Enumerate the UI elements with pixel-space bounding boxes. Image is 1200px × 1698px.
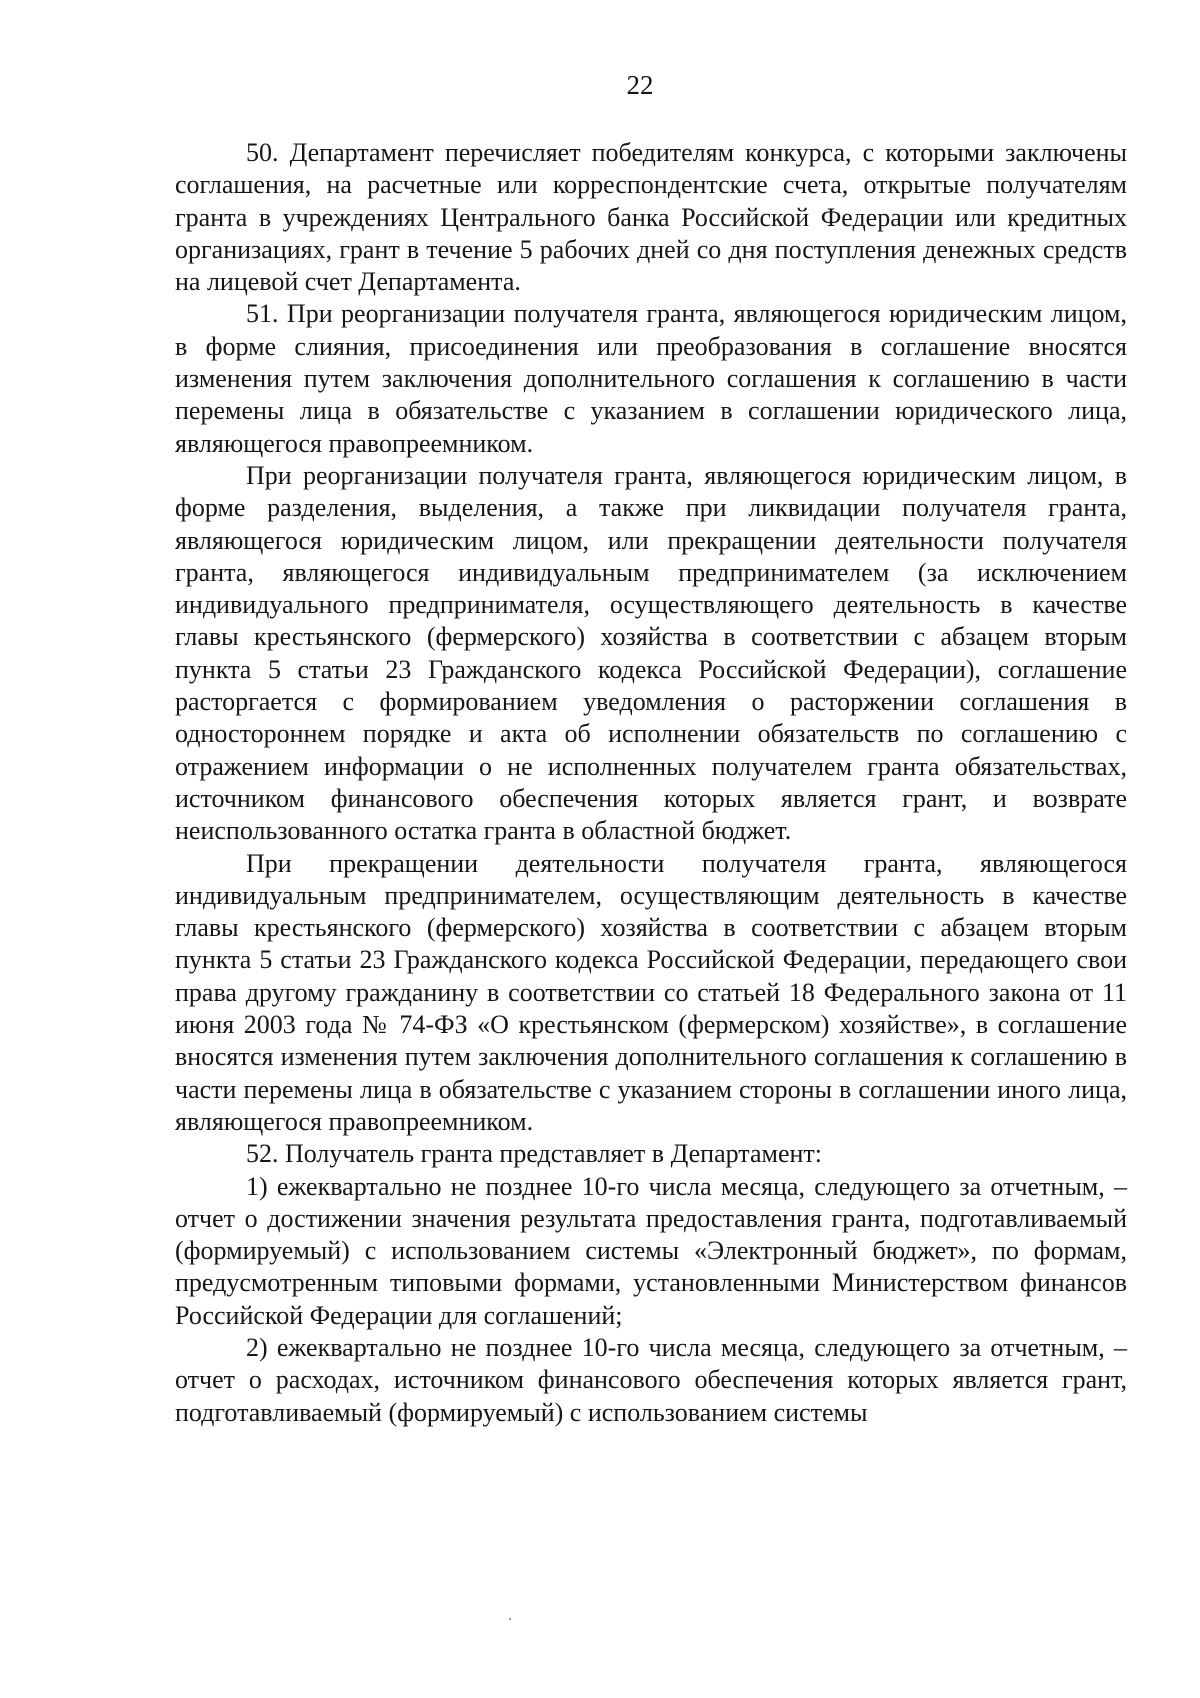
paragraph-52: 52. Получатель гранта представляет в Департамент: [246, 1139, 822, 1169]
paragraph-52-item-1: 1) ежеквартально не позднее 10-го числа месяца, следующего за отчетным, – отчет о достижении значения результата предоставления гранта, подготавливаемый (формируемый) с использованием системы «Электронный бюджет», по формам, предусмотренным типовыми формами, установленными Министерством финансов Российской Федерации для соглашений; [175, 1171, 1127, 1330]
paragraph-51-reorganization-termination: При реорганизации получателя гранта, являющегося юридическим лицом, в форме разделения, выделения, а также при ликвидации получателя гранта, являющегося юридическим лицом, или прекращении деятельности получателя гранта, являющегося индивидуальным предпринимателем (за исключением индивидуального предпринимателя, осуществляющего деятельность в качестве главы крестьянского (фермерского) хозяйства в соответствии с абзацем вторым пункта 5 статьи 23 Гражданского кодекса Российской Федерации), соглашение расторгается с формированием уведомления о расторжении соглашения в одностороннем порядке и акта об исполнении обязательств по соглашению с отражением информации о не исполненных получателем гранта обязательствах, источником финансового обеспечения которых является грант, и возврате неиспользованного остатка гранта в областной бюджет. [175, 460, 1127, 846]
paragraph-51-farm-head-transfer: При прекращении деятельности получателя гранта, являющегося индивидуальным предпринимателем, осуществляющим деятельность в качестве главы крестьянского (фермерского) хозяйства в соответствии с абзацем вторым пункта 5 статьи 23 Гражданского кодекса Российской Федерации, передающего свои права другому гражданину в соответствии со статьей 18 Федерального закона от 11 июня 2003 года № 74-ФЗ «О крестьянском (фермерском) хозяйстве», в соглашение вносятся изменения путем заключения дополнительного соглашения к соглашению в части перемены лица в обязательстве с указанием стороны в соглашении иного лица, являющегося правопреемником. [175, 848, 1127, 1136]
page-number: 22 [626, 70, 654, 100]
paragraph-50: 50. Департамент перечисляет победителям конкурса, с которыми заключены соглашения, на расчетные или корреспондентские счета, открытые получателям гранта в учреждениях Центрального банка Российской Федерации или кредитных организациях, грант в течение 5 рабочих дней со дня поступления денежных средств на лицевой счет Департамента. [175, 138, 1127, 297]
paragraph-51: 51. При реорганизации получателя гранта, являющегося юридическим лицом, в форме слияния, присоединения или преобразования в соглашение вносятся изменения путем заключения дополнительного соглашения к соглашению в части перемены лица в обязательстве с указанием в соглашении юридического лица, являющегося правопреемником. [175, 299, 1127, 458]
paragraph-52-item-2: 2) ежеквартально не позднее 10-го числа месяца, следующего за отчетным, – отчет о расходах, источником финансового обеспечения которых является грант, подготавливаемый (формируемый) с использованием системы [175, 1332, 1127, 1427]
scan-speck [509, 1618, 511, 1620]
document-body [175, 137, 1127, 1429]
